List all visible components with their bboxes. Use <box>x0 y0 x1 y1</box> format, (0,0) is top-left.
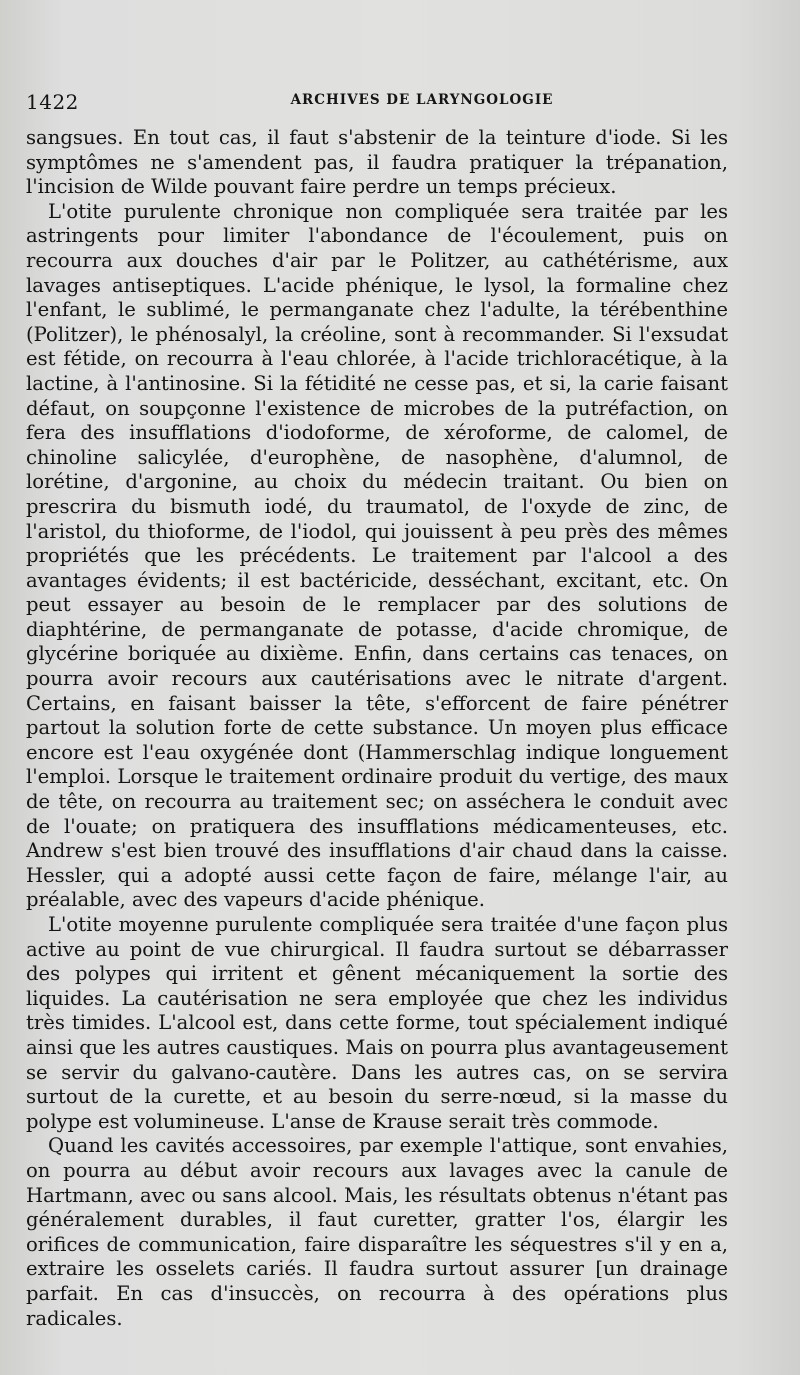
page-number: 1422 <box>26 90 79 114</box>
paragraph-complicated-otitis: L'otite moyenne purulente compliquée sera traitée d'une façon plus active au point de vue chirurgical. Il faudra surtout se débarrasser des polypes qui irritent et gênent mécaniquement la sortie des liquides. La cautérisation ne sera employée que chez les individus très timides. L'alcool est, dans cette forme, tout spécialement indiqué ainsi que les autres caustiques. Mais on pourra plus avantageusement se servir du galvano-cautère. Dans les autres cas, on se servira surtout de la curette, et au besoin du serre-nœud, si la masse du polype est volumineuse. L'anse de Krause serait très commode. <box>26 913 728 1133</box>
journal-title: ARCHIVES DE LARYNGOLOGIE <box>290 92 554 108</box>
paragraph-continuation: sangsues. En tout cas, il faut s'abstenir de la teinture d'iode. Si les symptômes ne s'amendent pas, il faudra pratiquer la trépanation, l'incision de Wilde pouvant faire perdre un temps précieux. <box>26 126 728 199</box>
body-text <box>26 126 728 1331</box>
paragraph-chronic-otitis: L'otite purulente chronique non compliquée sera traitée par les astringents pour limiter l'abondance de l'écoulement, puis on recourra aux douches d'air par le Politzer, au cathétérisme, aux lavages antiseptiques. L'acide phénique, le lysol, la formaline chez l'enfant, le sublimé, le permanganate chez l'adulte, la térébenthine (Politzer), le phénosalyl, la créoline, sont à recommander. Si l'exsudat est fétide, on recourra à l'eau chlorée, à l'acide trichloracétique, à la lactine, à l'antinosine. Si la fétidité ne cesse pas, et si, la carie faisant défaut, on soupçonne l'existence de microbes de la putréfaction, on fera des insufflations d'iodoforme, de xéroforme, de calomel, de chinoline salicylée, d'europhène, de nasophène, d'alumnol, de lorétine, d'argonine, au choix du médecin traitant. Ou bien on prescrira du bismuth iodé, du traumatol, de l'oxyde de zinc, de l'aristol, du thioforme, de l'iodol, qui jouissent à peu près des mêmes propriétés que les précédents. Le traitement par l'alcool a des avantages évidents; il est bactéricide, desséchant, excitant, etc. On peut essayer au besoin de le remplacer par des solutions de diaphtérine, de permanganate de potasse, d'acide chromique, de glycérine boriquée au dixième. Enfin, dans certains cas tenaces, on pourra avoir recours aux cautérisations avec le nitrate d'argent. Certains, en faisant baisser la tête, s'efforcent de faire pénétrer partout la solution forte de cette substance. Un moyen plus efficace encore est l'eau oxygénée dont (Hammerschlag indique longuement l'emploi. Lorsque le traitement ordinaire produit du vertige, des maux de tête, on recourra au traitement sec; on asséchera le conduit avec de l'ouate; on pratiquera des insufflations médicamenteuses, etc. Andrew s'est bien trouvé des insufflations d'air chaud dans la caisse. Hessler, qui a adopté aussi cette façon de faire, mélange l'air, au préalable, avec des vapeurs d'acide phénique. <box>26 199 728 912</box>
paragraph-accessory-cavities: Quand les cavités accessoires, par exemple l'attique, sont envahies, on pourra au début avoir recours aux lavages avec la canule de Hartmann, avec ou sans alcool. Mais, les résultats obtenus n'étant pas généralement durables, il faut curetter, gratter l'os, élargir les orifices de communication, faire disparaître les séquestres s'il y en a, extraire les osselets cariés. Il faudra surtout assurer [un drainage parfait. En cas d'insuccès, on recourra à des opérations plus radicales. <box>26 1134 728 1330</box>
running-head <box>26 90 728 116</box>
